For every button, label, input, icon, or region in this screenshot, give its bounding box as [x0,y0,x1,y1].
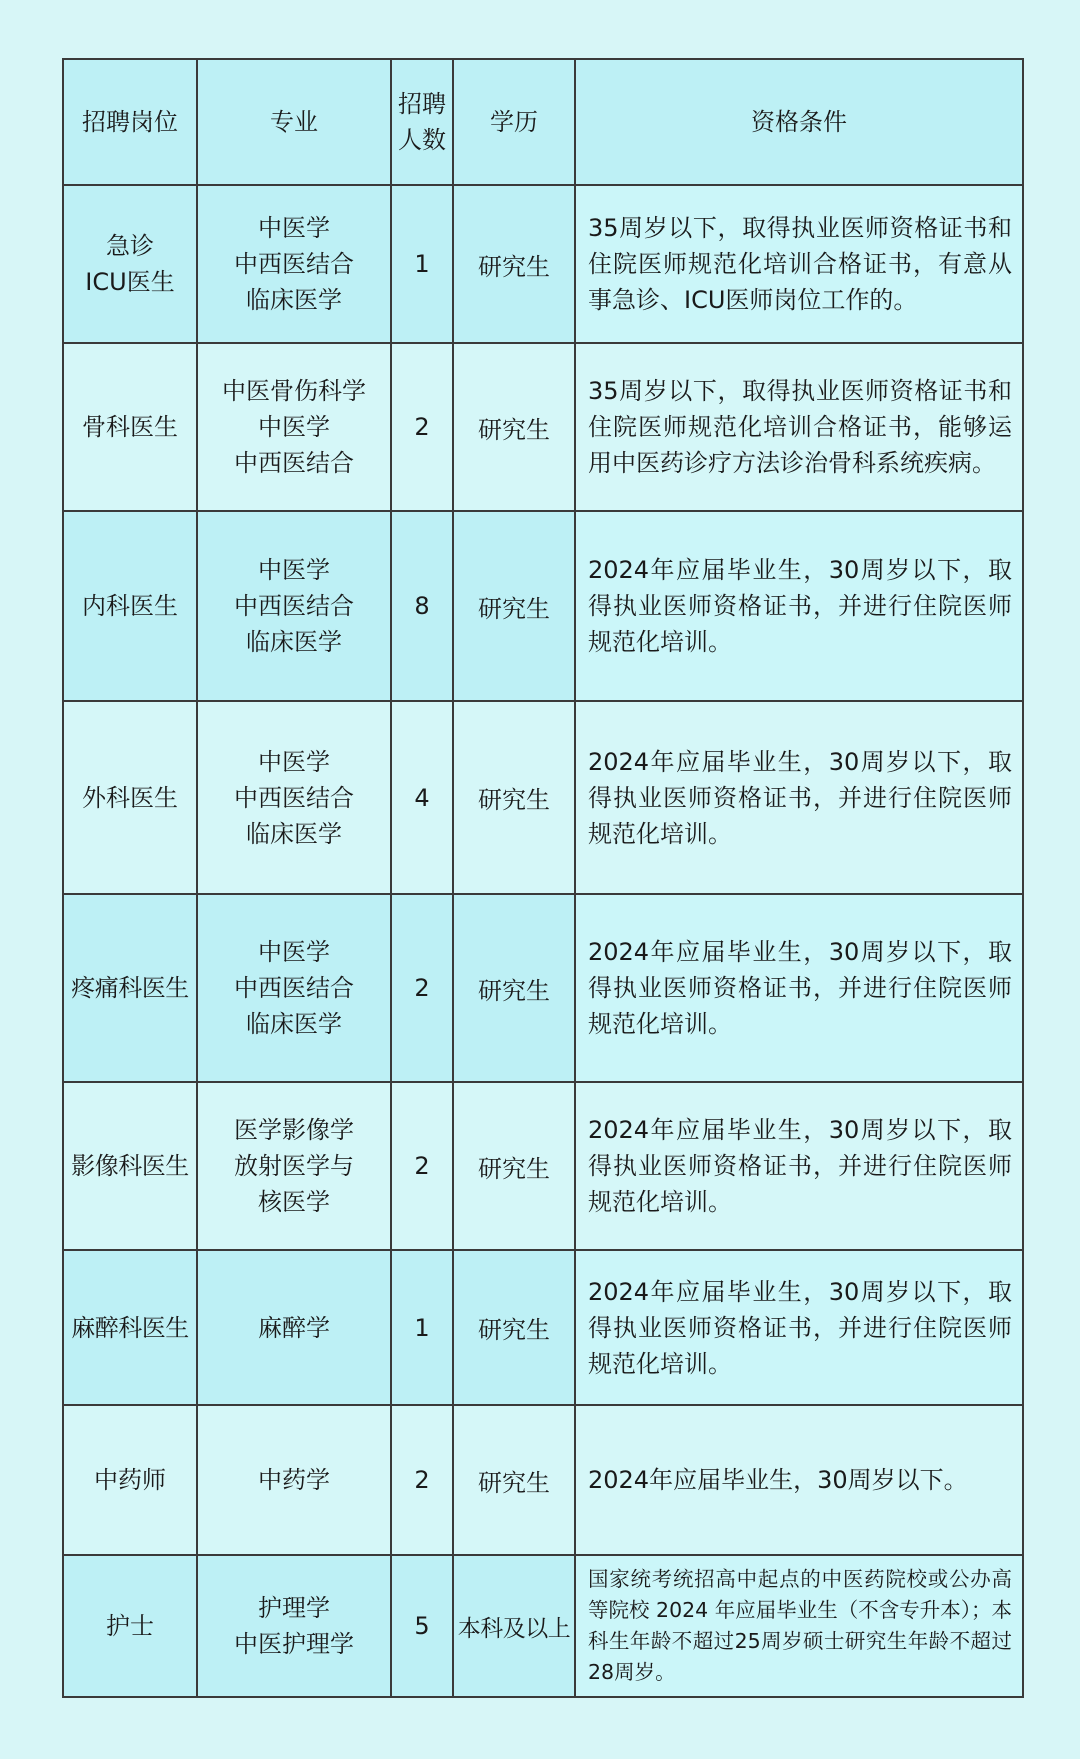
major-line: 中西医结合 [234,974,354,1002]
position-line: 急诊 [106,232,154,260]
header-education: 学历 [453,59,575,185]
position-line: 内科医生 [82,592,178,620]
position-line: 影像科医生 [71,1152,189,1180]
cell-position [63,1405,197,1555]
header-major: 专业 [197,59,391,185]
major-line: 临床医学 [246,819,342,848]
table-row [63,185,1023,343]
cell-education: 本科及以上 [453,1555,575,1697]
table-row [63,894,1023,1082]
cell-education: 研究生 [453,701,575,894]
header-count [391,59,453,185]
cell-qualification: 2024年应届毕业生，30周岁以下。 [575,1405,1023,1555]
major-line: 中西医结合 [234,250,354,278]
major-line: 中药学 [258,1466,330,1494]
cell-education: 研究生 [453,185,575,343]
major-line: 中医骨伤科学 [222,377,366,405]
table-header-row [63,59,1023,185]
cell-education: 研究生 [453,343,575,511]
table-row [63,1250,1023,1405]
cell-count: 2 [391,1405,453,1555]
cell-position [63,511,197,701]
cell-qualification: 2024年应届毕业生，30周岁以下，取得执业医师资格证书，并进行住院医师规范化培训。 [575,894,1023,1082]
table-row [63,343,1023,511]
cell-count: 2 [391,894,453,1082]
cell-qualification: 35周岁以下，取得执业医师资格证书和住院医师规范化培训合格证书，能够运用中医药诊疗方法诊治骨科系统疾病。 [575,343,1023,511]
cell-position [63,343,197,511]
cell-major [197,894,391,1082]
major-line: 中西医结合 [234,783,354,812]
major-line: 放射医学与 [234,1152,354,1180]
major-line: 临床医学 [246,628,342,656]
major-line: 中医学 [258,556,330,584]
major-line: 中医学 [258,938,330,966]
cell-qualification: 国家统考统招高中起点的中医药院校或公办高等院校 2024 年应届毕业生（不含专升本）；本科生年龄不超过25周岁硕士研究生年龄不超过28周岁。 [575,1555,1023,1697]
table-row [63,701,1023,894]
cell-qualification: 35周岁以下，取得执业医师资格证书和住院医师规范化培训合格证书，有意从事急诊、ICU医师岗位工作的。 [575,185,1023,343]
cell-major [197,1555,391,1697]
major-line: 中医学 [258,214,330,242]
table-row [63,511,1023,701]
major-line: 中医学 [258,747,330,776]
cell-major [197,511,391,701]
header-position: 招聘岗位 [63,59,197,185]
position-line: ICU医生 [85,268,175,296]
cell-count: 5 [391,1555,453,1697]
cell-count: 2 [391,1082,453,1250]
major-line: 临床医学 [246,286,342,314]
cell-qualification: 2024年应届毕业生，30周岁以下，取得执业医师资格证书，并进行住院医师规范化培训。 [575,511,1023,701]
cell-major [197,1250,391,1405]
cell-position [63,1250,197,1405]
major-line: 核医学 [258,1188,330,1216]
cell-education: 研究生 [453,511,575,701]
cell-position [63,1555,197,1697]
cell-education: 研究生 [453,1250,575,1405]
table-row [63,1405,1023,1555]
position-line: 骨科医生 [82,413,178,441]
cell-count: 4 [391,701,453,894]
header-qualification: 资格条件 [575,59,1023,185]
major-line: 护理学 [258,1594,330,1622]
cell-education: 研究生 [453,1082,575,1250]
cell-count: 2 [391,343,453,511]
major-line: 中医护理学 [234,1630,354,1658]
position-line: 护士 [106,1612,154,1640]
cell-count: 1 [391,185,453,343]
cell-education: 研究生 [453,894,575,1082]
major-line: 临床医学 [246,1010,342,1038]
cell-position [63,701,197,894]
cell-major [197,1405,391,1555]
cell-major [197,1082,391,1250]
header-count-line: 人数 [398,126,446,154]
major-line: 医学影像学 [234,1116,354,1144]
cell-education: 研究生 [453,1405,575,1555]
position-line: 中药师 [94,1466,166,1494]
cell-position [63,185,197,343]
major-line: 中医学 [258,413,330,441]
cell-major [197,343,391,511]
header-count-line: 招聘 [398,90,446,118]
cell-position [63,1082,197,1250]
cell-count: 1 [391,1250,453,1405]
position-line: 疼痛科医生 [71,974,189,1002]
position-line: 外科医生 [82,783,178,812]
major-line: 中西医结合 [234,449,354,477]
cell-qualification: 2024年应届毕业生，30周岁以下，取得执业医师资格证书，并进行住院医师规范化培训。 [575,701,1023,894]
cell-qualification: 2024年应届毕业生，30周岁以下，取得执业医师资格证书，并进行住院医师规范化培训。 [575,1082,1023,1250]
major-line: 中西医结合 [234,592,354,620]
cell-position [63,894,197,1082]
cell-major [197,701,391,894]
cell-qualification: 2024年应届毕业生，30周岁以下，取得执业医师资格证书，并进行住院医师规范化培训。 [575,1250,1023,1405]
table-row [63,1555,1023,1697]
cell-count: 8 [391,511,453,701]
position-line: 麻醉科医生 [71,1313,189,1342]
cell-major [197,185,391,343]
recruitment-table [62,58,1024,1698]
major-line: 麻醉学 [258,1313,330,1342]
table-row [63,1082,1023,1250]
